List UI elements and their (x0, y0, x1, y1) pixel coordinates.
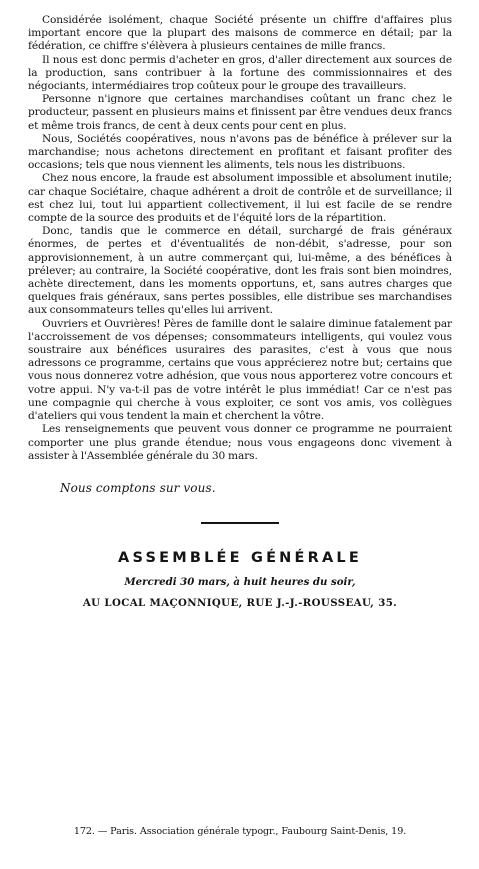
body-paragraph-6: Donc, tandis que le commerce en détail, surchargé de frais généraux énormes, de pertes et d'éventualités de non-débit, s'adresse, pour son approvisionnement, à un autre commerçant qui, lui-même, a des bénéfices à prélever; au contraire, la Société coopérative, dont les frais sont bien moindres, achète directement, dans les moments opportuns, et, sans autres charges que quelques frais généraux, sans pertes possibles, elle distribue ses marchandises aux consommateurs telles qu'elles lui arrivent. (28, 225, 452, 317)
body-paragraph-3: Personne n'ignore que certaines marchandises coûtant un franc chez le producteur, passent en plusieurs mains et finissent par être vendues deux francs et même trois francs, de cent à deux cents pour cent en plus. (28, 93, 452, 132)
printer-colophon: 172. — Paris. Association générale typogr., Faubourg Saint-Denis, 19. (73, 826, 407, 837)
body-paragraph-7: Ouvriers et Ouvrières! Pères de famille dont le salaire diminue fatalement par l'accroissement de vos dépenses; consommateurs intelligents, qui voulez vous soustraire aux bénéfices usuraires des parasites, c'est à vous que nous adressons ce programme, certains que vous apprécierez notre but; certains que vous nous donnerez votre adhésion, que vous nous apporterez votre concours et votre appui. N'y va-t-il pas de votre intérêt le plus immédiat! Car ce n'est pas une compagnie qui cherche à vous exploiter, ce sont vos amis, vos collègues d'ateliers qui vous tendent la main et cherchent la vôtre. (28, 317, 452, 423)
divider-rule (201, 522, 279, 524)
assembly-place-line: AU LOCAL MAÇONNIQUE, RUE J.-J.-ROUSSEAU, 35. (82, 596, 398, 609)
body-paragraph-8: Les renseignements que peuvent vous donner ce programme ne pourraient comporter une plus grande étendue; nous vous engageons donc vivement à assister à l'Assemblée générale du 30 mars. (28, 423, 452, 462)
body-paragraph-5: Chez nous encore, la fraude est absolument impossible et absolument inutile; car chaque Sociétaire, chaque adhérent a droit de contrôle et de surveillance; il est chez lui, tout lui appartient collectivement, il lui est facile de se rendre compte de la source des produits et de l'équité lors de la répartition. (28, 172, 452, 225)
closing-line: Nous comptons sur vous. (60, 480, 216, 495)
assembly-title: ASSEMBLÉE GÉNÉRALE (118, 549, 362, 566)
body-paragraph-4: Nous, Sociétés coopératives, nous n'avons pas de bénéfice à prélever sur la marchandise; nous achetons directement en profitant et faisant profiter des occasions; tels que nous viennent les aliments, tels nous les distribuons. (28, 132, 452, 172)
assembly-date-line: Mercredi 30 mars, à huit heures du soir, (124, 575, 356, 588)
body-paragraph-1: Considérée isolément, chaque Société présente un chiffre d'affaires plus important encore que la plupart des maisons de commerce en détail; par la fédération, ce chiffre s'élèvera à plusieurs centaines de mille francs. (28, 14, 452, 53)
body-paragraph-2: Il nous est donc permis d'acheter en gros, d'aller directement aux sources de la production, sans contribuer à la fortune des commissionnaires et des négociants, intermédiaires trop coûteux pour le groupe des travailleurs. (28, 53, 452, 93)
document-page (28, 14, 452, 609)
